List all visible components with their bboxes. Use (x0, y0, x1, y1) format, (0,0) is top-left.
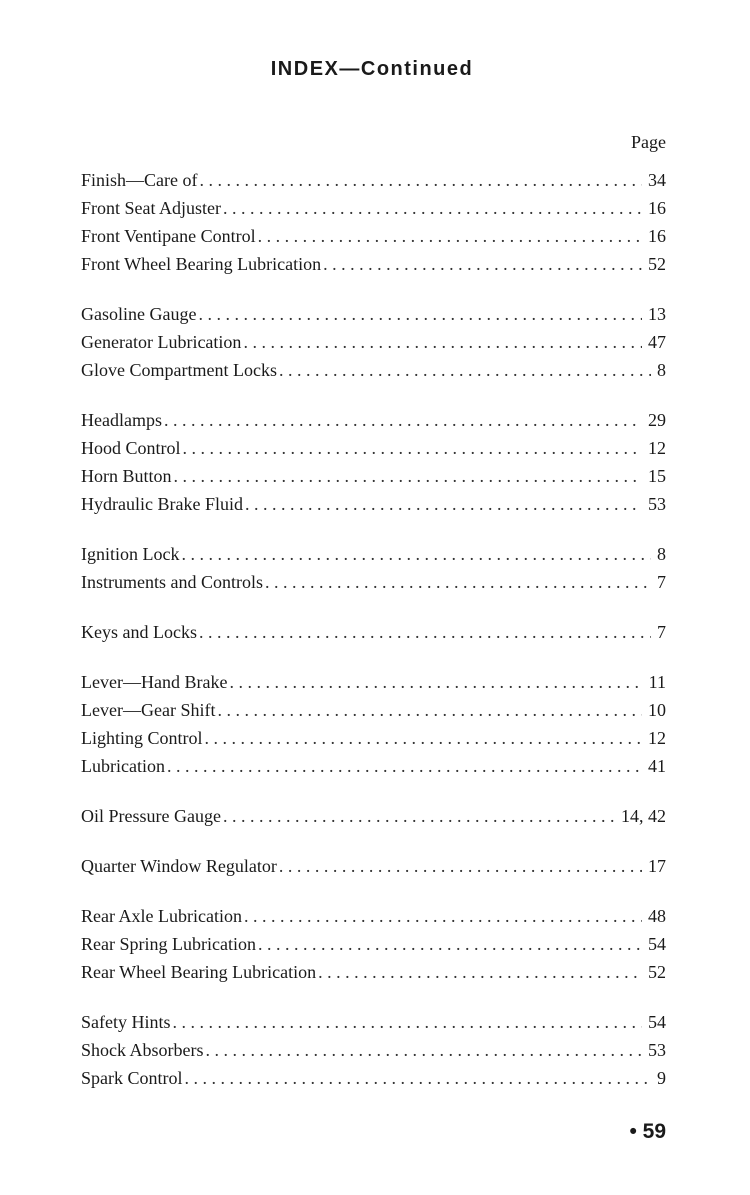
index-entry (81, 696, 666, 724)
entry-label: Rear Axle Lubrication (81, 906, 242, 926)
index-entry (81, 802, 666, 830)
entry-page-number: 52 (648, 962, 666, 982)
dot-leader (167, 752, 642, 780)
index-entry (81, 250, 666, 278)
entry-page-number: 12 (648, 728, 666, 748)
dot-leader (223, 802, 615, 830)
entry-label: Lever—Hand Brake (81, 672, 228, 692)
entry-label: Lighting Control (81, 728, 203, 748)
entry-page-number: 10 (648, 700, 666, 720)
entry-page-number: 29 (648, 410, 666, 430)
page-column-label: Page (631, 132, 666, 152)
entry-page-number: 15 (648, 466, 666, 486)
page-heading: INDEX—Continued (270, 58, 474, 80)
entry-label: Front Seat Adjuster (81, 198, 221, 218)
entry-label: Lever—Gear Shift (81, 700, 216, 720)
dot-leader (198, 300, 642, 328)
entry-label: Rear Spring Lubrication (81, 934, 256, 954)
entry-label: Hydraulic Brake Fluid (81, 494, 243, 514)
index-entry (81, 668, 666, 696)
dot-leader (265, 568, 651, 596)
index-entry (81, 462, 666, 490)
dot-leader (206, 1036, 643, 1064)
dot-leader (258, 930, 642, 958)
index-entry (81, 930, 666, 958)
entry-page-number: 47 (648, 332, 666, 352)
entry-page-number: 14, 42 (621, 806, 666, 826)
dot-leader (174, 462, 642, 490)
dot-leader (243, 328, 642, 356)
entry-page-number: 16 (648, 226, 666, 246)
dot-leader (200, 166, 643, 194)
dot-leader (217, 696, 642, 724)
index-group (81, 902, 666, 986)
index-entry (81, 222, 666, 250)
entry-page-number: 13 (648, 304, 666, 324)
entry-label: Oil Pressure Gauge (81, 806, 221, 826)
entry-label: Finish—Care of (81, 170, 198, 190)
dot-leader (183, 434, 642, 462)
entry-label: Rear Wheel Bearing Lubrication (81, 962, 317, 982)
entry-label: Quarter Window Regulator (81, 856, 277, 876)
entry-label: Generator Lubrication (81, 332, 242, 352)
entry-label: Lubrication (81, 756, 165, 776)
dot-leader (223, 194, 642, 222)
index-group (81, 802, 666, 830)
entry-page-number: 52 (648, 254, 666, 274)
entry-page-number: 53 (648, 494, 666, 514)
dot-leader (185, 1064, 652, 1092)
index-entry (81, 1064, 666, 1092)
entry-page-number: 53 (648, 1040, 666, 1060)
index-group (81, 406, 666, 518)
index-entry (81, 356, 666, 384)
index-entry (81, 1008, 666, 1036)
entry-page-number: 8 (657, 360, 666, 380)
dot-leader (258, 222, 642, 250)
entry-page-number: 41 (648, 756, 666, 776)
entry-page-number: 48 (648, 906, 666, 926)
index-entry (81, 958, 666, 986)
entry-page-number: 34 (648, 170, 666, 190)
index-group (81, 166, 666, 278)
index-group (81, 1008, 666, 1092)
index-list (81, 166, 666, 1114)
entry-label: Headlamps (81, 410, 162, 430)
entry-label: Spark Control (81, 1068, 183, 1088)
entry-label: Front Wheel Bearing Lubrication (81, 254, 322, 274)
entry-page-number: 17 (648, 856, 666, 876)
dot-leader (279, 852, 642, 880)
index-entry (81, 194, 666, 222)
dot-leader (244, 902, 642, 930)
entry-label: Hood Control (81, 438, 181, 458)
index-entry (81, 1036, 666, 1064)
entry-page-number: 54 (648, 1012, 666, 1032)
index-entry (81, 852, 666, 880)
entry-page-number: 7 (657, 572, 666, 592)
index-entry (81, 618, 666, 646)
entry-page-number: 16 (648, 198, 666, 218)
index-group (81, 668, 666, 780)
index-entry (81, 166, 666, 194)
dot-leader (199, 618, 651, 646)
entry-page-number: 12 (648, 438, 666, 458)
index-entry (81, 300, 666, 328)
index-entry (81, 568, 666, 596)
entry-label: Instruments and Controls (81, 572, 263, 592)
dot-leader (245, 490, 642, 518)
dot-leader (318, 958, 642, 986)
index-entry (81, 724, 666, 752)
entry-label: Glove Compartment Locks (81, 360, 277, 380)
dot-leader (279, 356, 651, 384)
entry-page-number: 9 (657, 1068, 666, 1088)
index-entry (81, 434, 666, 462)
index-group (81, 300, 666, 384)
index-entry (81, 490, 666, 518)
dot-leader (205, 724, 643, 752)
dot-leader (229, 668, 642, 696)
entry-page-number: 11 (648, 672, 666, 692)
index-entry (81, 328, 666, 356)
entry-label: Front Ventipane Control (81, 226, 256, 246)
entry-label: Ignition Lock (81, 544, 180, 564)
entry-label: Keys and Locks (81, 622, 197, 642)
page-number: • 59 (629, 1120, 666, 1143)
dot-leader (164, 406, 642, 434)
entry-label: Gasoline Gauge (81, 304, 197, 324)
entry-label: Horn Button (81, 466, 172, 486)
index-group (81, 618, 666, 646)
index-entry (81, 540, 666, 568)
index-group (81, 852, 666, 880)
index-entry (81, 752, 666, 780)
index-entry (81, 406, 666, 434)
index-group (81, 540, 666, 596)
dot-leader (181, 540, 651, 568)
dot-leader (173, 1008, 643, 1036)
entry-page-number: 54 (648, 934, 666, 954)
entry-label: Safety Hints (81, 1012, 171, 1032)
index-entry (81, 902, 666, 930)
entry-label: Shock Absorbers (81, 1040, 204, 1060)
dot-leader (323, 250, 642, 278)
entry-page-number: 7 (657, 622, 666, 642)
entry-page-number: 8 (657, 544, 666, 564)
